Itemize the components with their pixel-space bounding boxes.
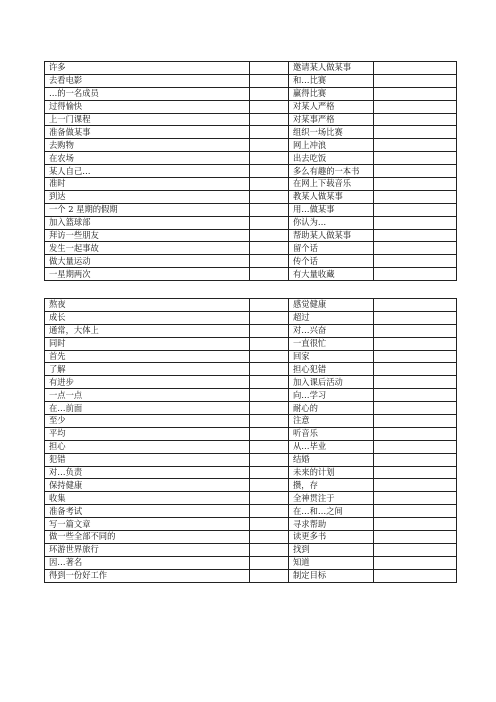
table-row xyxy=(45,255,457,268)
table-row xyxy=(45,363,457,376)
table-row xyxy=(45,569,457,582)
right-phrase-cell: 担心犯错 xyxy=(289,363,374,376)
empty-cell xyxy=(250,100,289,113)
right-phrase-cell: 找到 xyxy=(289,543,374,556)
left-phrase-cell: 环游世界旅行 xyxy=(45,543,250,556)
empty-cell xyxy=(374,569,457,582)
right-phrase-cell: 超过 xyxy=(289,311,374,324)
table-row xyxy=(45,268,457,281)
table-row xyxy=(45,324,457,337)
right-phrase-cell: 帮助某人做某事 xyxy=(289,229,374,242)
table-row xyxy=(45,440,457,453)
table-body xyxy=(45,62,457,281)
empty-cell xyxy=(250,505,289,518)
empty-cell xyxy=(250,203,289,216)
table-row xyxy=(45,113,457,126)
empty-cell xyxy=(374,440,457,453)
empty-cell xyxy=(250,440,289,453)
empty-cell xyxy=(374,389,457,402)
left-phrase-cell: 一个 2 星期的假期 xyxy=(45,203,250,216)
empty-cell xyxy=(250,376,289,389)
empty-cell xyxy=(250,569,289,582)
right-phrase-cell: 结婚 xyxy=(289,453,374,466)
left-phrase-cell: …的一名成员 xyxy=(45,87,250,100)
left-phrase-cell: 发生一起事故 xyxy=(45,242,250,255)
table-row xyxy=(45,87,457,100)
table-row xyxy=(45,376,457,389)
table-row xyxy=(45,178,457,191)
right-phrase-cell: 在网上下载音乐 xyxy=(289,178,374,191)
empty-cell xyxy=(374,74,457,87)
right-phrase-cell: 对某事严格 xyxy=(289,113,374,126)
right-phrase-cell: 对某人严格 xyxy=(289,100,374,113)
empty-cell xyxy=(374,324,457,337)
table-row xyxy=(45,402,457,415)
left-phrase-cell: 过得愉快 xyxy=(45,100,250,113)
right-phrase-cell: 听音乐 xyxy=(289,427,374,440)
right-phrase-cell: 在…和…之间 xyxy=(289,505,374,518)
empty-cell xyxy=(374,492,457,505)
right-phrase-cell: 知道 xyxy=(289,556,374,569)
empty-cell xyxy=(374,62,457,75)
table-row xyxy=(45,350,457,363)
empty-cell xyxy=(250,165,289,178)
table-row xyxy=(45,190,457,203)
table-row xyxy=(45,479,457,492)
right-phrase-cell: 未来的计划 xyxy=(289,466,374,479)
table-row xyxy=(45,543,457,556)
table-row xyxy=(45,165,457,178)
right-phrase-cell: 注意 xyxy=(289,415,374,428)
left-phrase-cell: 对…负责 xyxy=(45,466,250,479)
empty-cell xyxy=(250,139,289,152)
table-row xyxy=(45,139,457,152)
left-phrase-cell: 去看电影 xyxy=(45,74,250,87)
empty-cell xyxy=(250,389,289,402)
empty-cell xyxy=(374,113,457,126)
table-row xyxy=(45,556,457,569)
left-phrase-cell: 了解 xyxy=(45,363,250,376)
left-phrase-cell: 因…著名 xyxy=(45,556,250,569)
empty-cell xyxy=(250,324,289,337)
right-phrase-cell: 和…比赛 xyxy=(289,74,374,87)
table-row xyxy=(45,74,457,87)
table-row xyxy=(45,216,457,229)
empty-cell xyxy=(374,255,457,268)
right-phrase-cell: 对…兴奋 xyxy=(289,324,374,337)
empty-cell xyxy=(374,100,457,113)
left-phrase-cell: 做一些全部不同的 xyxy=(45,531,250,544)
empty-cell xyxy=(374,299,457,312)
table-row xyxy=(45,299,457,312)
left-phrase-cell: 首先 xyxy=(45,350,250,363)
left-phrase-cell: 准备做某事 xyxy=(45,126,250,139)
right-phrase-cell: 耐心的 xyxy=(289,402,374,415)
empty-cell xyxy=(250,427,289,440)
left-phrase-cell: 做大量运动 xyxy=(45,255,250,268)
empty-cell xyxy=(250,178,289,191)
right-phrase-cell: 用…做某事 xyxy=(289,203,374,216)
empty-cell xyxy=(250,242,289,255)
right-phrase-cell: 组织一场比赛 xyxy=(289,126,374,139)
left-phrase-cell: 加入篮球部 xyxy=(45,216,250,229)
right-phrase-cell: 一直很忙 xyxy=(289,337,374,350)
left-phrase-cell: 在…前面 xyxy=(45,402,250,415)
empty-cell xyxy=(250,531,289,544)
empty-cell xyxy=(250,556,289,569)
left-phrase-cell: 通常，大体上 xyxy=(45,324,250,337)
empty-cell xyxy=(374,242,457,255)
left-phrase-cell: 熬夜 xyxy=(45,299,250,312)
right-phrase-cell: 赢得比赛 xyxy=(289,87,374,100)
right-phrase-cell: 出去吃饭 xyxy=(289,152,374,165)
empty-cell xyxy=(250,299,289,312)
table-row xyxy=(45,505,457,518)
left-phrase-cell: 准备考试 xyxy=(45,505,250,518)
empty-cell xyxy=(250,466,289,479)
empty-cell xyxy=(374,216,457,229)
empty-cell xyxy=(374,178,457,191)
left-phrase-cell: 至少 xyxy=(45,415,250,428)
left-phrase-cell: 拜访一些朋友 xyxy=(45,229,250,242)
left-phrase-cell: 成长 xyxy=(45,311,250,324)
empty-cell xyxy=(374,268,457,281)
empty-cell xyxy=(250,74,289,87)
table-row xyxy=(45,229,457,242)
table-row xyxy=(45,337,457,350)
empty-cell xyxy=(250,479,289,492)
empty-cell xyxy=(250,492,289,505)
empty-cell xyxy=(250,62,289,75)
empty-cell xyxy=(250,543,289,556)
empty-cell xyxy=(374,190,457,203)
right-phrase-cell: 加入课后活动 xyxy=(289,376,374,389)
empty-cell xyxy=(374,479,457,492)
empty-cell xyxy=(374,543,457,556)
table-row xyxy=(45,427,457,440)
empty-cell xyxy=(374,427,457,440)
empty-cell xyxy=(250,453,289,466)
empty-cell xyxy=(374,87,457,100)
empty-cell xyxy=(250,229,289,242)
left-phrase-cell: 许多 xyxy=(45,62,250,75)
right-phrase-cell: 攒，存 xyxy=(289,479,374,492)
left-phrase-cell: 一点一点 xyxy=(45,389,250,402)
vocabulary-table-2 xyxy=(44,298,457,583)
empty-cell xyxy=(250,415,289,428)
empty-cell xyxy=(374,415,457,428)
left-phrase-cell: 到达 xyxy=(45,190,250,203)
right-phrase-cell: 感觉健康 xyxy=(289,299,374,312)
table-row xyxy=(45,311,457,324)
empty-cell xyxy=(374,505,457,518)
table-row xyxy=(45,203,457,216)
empty-cell xyxy=(374,337,457,350)
left-phrase-cell: 准时 xyxy=(45,178,250,191)
empty-cell xyxy=(250,152,289,165)
table-row xyxy=(45,62,457,75)
table-row xyxy=(45,389,457,402)
right-phrase-cell: 留个话 xyxy=(289,242,374,255)
right-phrase-cell: 从…毕业 xyxy=(289,440,374,453)
left-phrase-cell: 写一篇文章 xyxy=(45,518,250,531)
right-phrase-cell: 读更多书 xyxy=(289,531,374,544)
table-row xyxy=(45,126,457,139)
left-phrase-cell: 得到一份好工作 xyxy=(45,569,250,582)
empty-cell xyxy=(250,350,289,363)
left-phrase-cell: 保持健康 xyxy=(45,479,250,492)
right-phrase-cell: 你认为… xyxy=(289,216,374,229)
table-row xyxy=(45,415,457,428)
table-row xyxy=(45,466,457,479)
right-phrase-cell: 教某人做某事 xyxy=(289,190,374,203)
empty-cell xyxy=(250,311,289,324)
empty-cell xyxy=(374,165,457,178)
empty-cell xyxy=(250,190,289,203)
empty-cell xyxy=(250,216,289,229)
right-phrase-cell: 全神贯注于 xyxy=(289,492,374,505)
left-phrase-cell: 平均 xyxy=(45,427,250,440)
left-phrase-cell: 去购物 xyxy=(45,139,250,152)
empty-cell xyxy=(250,113,289,126)
empty-cell xyxy=(250,255,289,268)
empty-cell xyxy=(374,350,457,363)
left-phrase-cell: 某人自己… xyxy=(45,165,250,178)
table-row xyxy=(45,531,457,544)
right-phrase-cell: 网上冲浪 xyxy=(289,139,374,152)
empty-cell xyxy=(250,126,289,139)
empty-cell xyxy=(374,453,457,466)
empty-cell xyxy=(374,203,457,216)
empty-cell xyxy=(374,139,457,152)
left-phrase-cell: 担心 xyxy=(45,440,250,453)
left-phrase-cell: 收集 xyxy=(45,492,250,505)
empty-cell xyxy=(374,466,457,479)
table-row xyxy=(45,100,457,113)
empty-cell xyxy=(250,87,289,100)
left-phrase-cell: 在农场 xyxy=(45,152,250,165)
empty-cell xyxy=(374,152,457,165)
vocabulary-table-1 xyxy=(44,61,457,281)
empty-cell xyxy=(374,363,457,376)
table-row xyxy=(45,518,457,531)
table-body xyxy=(45,299,457,583)
empty-cell xyxy=(374,376,457,389)
right-phrase-cell: 传个话 xyxy=(289,255,374,268)
left-phrase-cell: 同时 xyxy=(45,337,250,350)
empty-cell xyxy=(374,126,457,139)
empty-cell xyxy=(374,518,457,531)
table-row xyxy=(45,492,457,505)
right-phrase-cell: 有大量收藏 xyxy=(289,268,374,281)
right-phrase-cell: 向…学习 xyxy=(289,389,374,402)
empty-cell xyxy=(250,518,289,531)
empty-cell xyxy=(250,363,289,376)
left-phrase-cell: 上一门课程 xyxy=(45,113,250,126)
empty-cell xyxy=(374,311,457,324)
right-phrase-cell: 寻求帮助 xyxy=(289,518,374,531)
right-phrase-cell: 回家 xyxy=(289,350,374,363)
table-row xyxy=(45,242,457,255)
right-phrase-cell: 邀请某人做某事 xyxy=(289,62,374,75)
empty-cell xyxy=(250,337,289,350)
left-phrase-cell: 犯错 xyxy=(45,453,250,466)
left-phrase-cell: 有进步 xyxy=(45,376,250,389)
empty-cell xyxy=(374,556,457,569)
table-row xyxy=(45,453,457,466)
empty-cell xyxy=(374,229,457,242)
table-row xyxy=(45,152,457,165)
empty-cell xyxy=(374,531,457,544)
empty-cell xyxy=(250,402,289,415)
right-phrase-cell: 制定目标 xyxy=(289,569,374,582)
empty-cell xyxy=(374,402,457,415)
left-phrase-cell: 一星期两次 xyxy=(45,268,250,281)
empty-cell xyxy=(250,268,289,281)
right-phrase-cell: 多么有趣的一本书 xyxy=(289,165,374,178)
